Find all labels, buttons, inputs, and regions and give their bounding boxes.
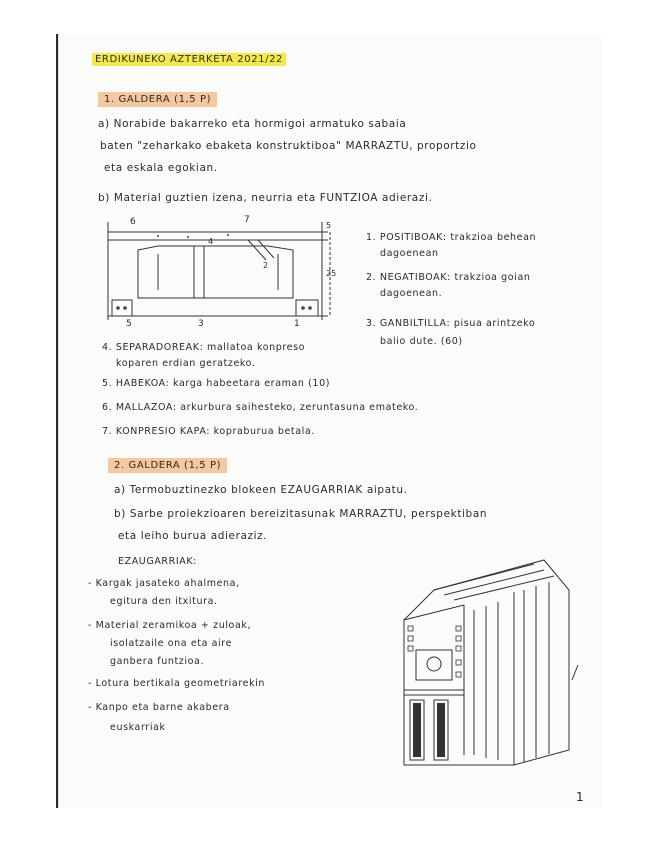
diagram-label-2: 2 <box>263 261 269 270</box>
feature-4-line1: - Kanpo eta barne akabera <box>88 702 230 713</box>
diagram-label-5-top: 5 <box>326 221 332 230</box>
feature-2-line2: isolatzaile ona eta aire <box>110 638 233 649</box>
section1-question-a-line3: eta eskala egokian. <box>104 162 218 174</box>
block-perspective-drawing <box>394 550 584 770</box>
diagram-label-7: 7 <box>244 215 250 225</box>
diagram-label-1: 1 <box>294 319 300 328</box>
section1-question-b: b) Material guztien izena, neurria eta FUNTZIOA adierazi. <box>98 192 433 204</box>
feature-1-line1: - Kargak jasateko ahalmena, <box>88 578 240 589</box>
legend-3-line1: 3. GANBILTILLA: pisua arintzeko <box>366 318 536 329</box>
features-title: EZAUGARRIAK: <box>118 556 197 567</box>
feature-3: - Lotura bertikala geometriarekin <box>88 678 266 689</box>
legend-2-line2: dagoenean. <box>380 288 443 299</box>
section1-heading <box>98 94 217 105</box>
feature-2-line3: ganbera funtzioa. <box>110 656 205 667</box>
item-4-line1: 4. SEPARADOREAK: mallatoa konpreso <box>102 342 306 353</box>
diagram-label-3: 3 <box>198 319 204 328</box>
item-4-line2: koparen erdian geratzeko. <box>116 358 256 369</box>
item-7: 7. KONPRESIO KAPA: kopraburua betala. <box>102 426 315 437</box>
feature-2-line1: - Material zeramikoa + zuloak, <box>88 620 252 631</box>
feature-4-line2: euskarriak <box>110 722 166 733</box>
slab-section-drawing <box>98 210 338 328</box>
section2-question-a: a) Termobuztinezko blokeen EZAUGARRIAK aipatu. <box>114 484 408 496</box>
legend-1-line1: 1. POSITIBOAK: trakzioa behean <box>366 232 537 243</box>
section2-heading <box>108 460 227 471</box>
exam-title-text: ERDIKUNEKO AZTERKETA 2021/22 <box>92 53 286 66</box>
feature-1-line2: egitura den itxitura. <box>110 596 218 607</box>
item-6: 6. MALLAZOA: arkurbura saihesteko, zeruntasuna emateko. <box>102 402 419 413</box>
diagram-label-4: 4 <box>208 237 214 246</box>
section2-question-b-line2: eta leiho burua adieraziz. <box>118 530 268 542</box>
section1-question-a-line1: a) Norabide bakarreko eta hormigoi armatuko sabaia <box>98 118 407 130</box>
item-5: 5. HABEKOA: karga habeetara eraman (10) <box>102 378 331 389</box>
section1-heading-text: 1. GALDERA (1,5 P) <box>98 92 217 107</box>
legend-2-line1: 2. NEGATIBOAK: trakzioa goian <box>366 272 531 283</box>
section2-question-b-line1: b) Sarbe proiekzioaren bereizitasunak MARRAZTU, perspektiban <box>114 508 488 520</box>
section2-heading-text: 2. GALDERA (1,5 P) <box>108 458 227 473</box>
legend-3-line2: balio dute. (60) <box>380 336 463 347</box>
diagram-label-25: 25 <box>326 269 337 278</box>
page-number: 1 <box>576 790 585 804</box>
exam-sheet <box>56 34 602 808</box>
exam-title <box>92 54 286 65</box>
section1-question-a-line2: baten "zeharkako ebaketa konstruktiboa" MARRAZTU, proportzio <box>100 140 477 152</box>
diagram-label-5-bottom: 5 <box>126 319 132 328</box>
legend-1-line2: dagoenean <box>380 248 439 259</box>
diagram-label-6: 6 <box>130 217 136 227</box>
